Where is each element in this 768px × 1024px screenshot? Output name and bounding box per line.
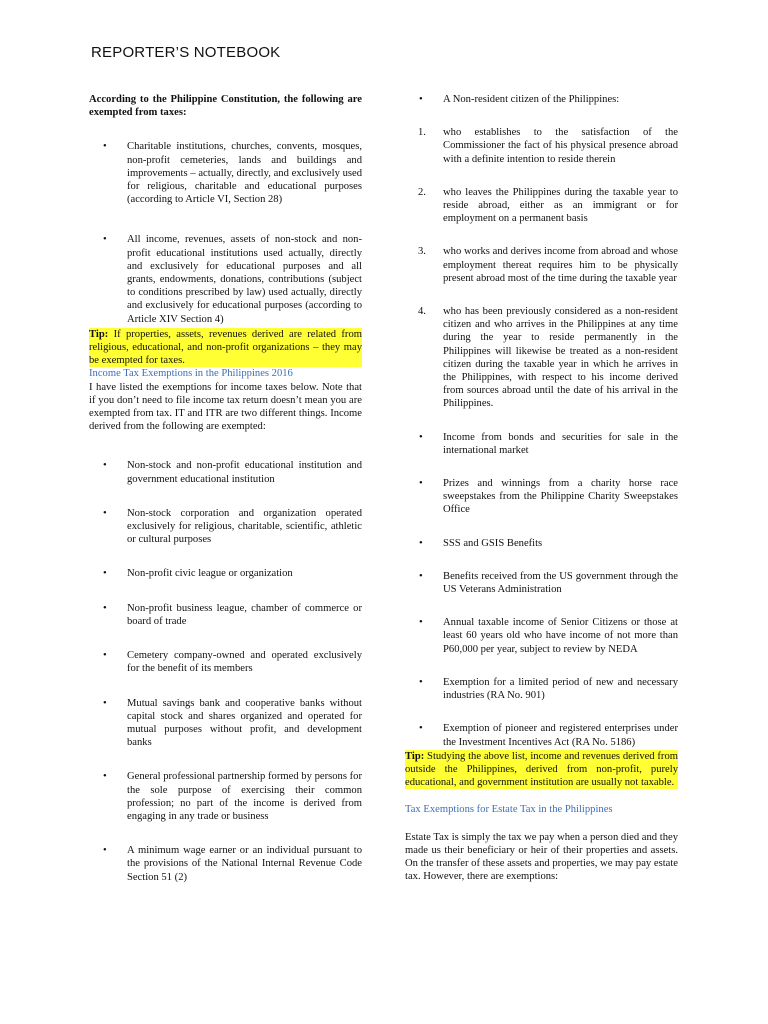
list-item-text: A minimum wage earner or an individual pursuant to the provisions of the National Internal Revenue Code Section 51 (2) <box>127 845 362 883</box>
list-item-text: Non-profit business league, chamber of commerce or board of trade <box>127 602 362 627</box>
tip-label: Tip: <box>405 750 425 762</box>
bullet-icon: • <box>103 460 107 472</box>
list-item <box>405 616 678 656</box>
list-item <box>405 537 678 550</box>
list-item <box>405 431 678 457</box>
tip-text: If properties, assets, revenues derived are related from religious, educational, and non-profit organizations – they may be exempted for taxes. <box>89 328 362 367</box>
bullet-icon: • <box>103 650 107 662</box>
numbered-item-text: who leaves the Philippines during the taxable year to reside abroad, either as an immigrant or for employment on a permanent basis <box>443 186 678 225</box>
section-intro: I have listed the exemptions for income taxes below. Note that if you don’t need to file income tax return doesn’t mean you are exempted from tax. IT and ITR are two different things. Income derived from the following are exempted: <box>89 381 362 433</box>
list-item-text: A Non-resident citizen of the Philippines: <box>443 94 620 105</box>
numbered-item <box>405 186 678 226</box>
tip-callout <box>405 750 678 790</box>
bullet-icon: • <box>419 676 423 688</box>
intro-heading: According to the Philippine Constitution, the following are exempted from taxes: <box>89 94 362 119</box>
numbered-item-text: who works and derives income from abroad and whose employment thereat requires him to be physically present abroad most of the time during the taxable year <box>443 246 678 284</box>
bullet-icon: • <box>103 602 107 614</box>
list-item <box>89 844 362 884</box>
list-item-text: Exemption of pioneer and registered enterprises under the Investment Incentives Act (RA No. 5186) <box>443 723 678 748</box>
bullet-icon: • <box>103 568 107 580</box>
list-item <box>405 676 678 702</box>
bullet-icon: • <box>103 234 107 246</box>
list-item <box>89 567 362 580</box>
bullet-icon: • <box>103 507 107 519</box>
list-item <box>89 602 362 628</box>
numbered-item <box>405 126 678 166</box>
list-item-text: Mutual savings bank and cooperative banks without capital stock and shares organized and operated for mutual purposes without profit, and development banks <box>127 697 362 749</box>
bullet-icon: • <box>419 94 423 105</box>
list-item <box>89 649 362 675</box>
list-item <box>89 770 362 823</box>
list-item-text: Cemetery company-owned and operated exclusively for the benefit of its members <box>127 650 362 675</box>
list-item <box>405 722 678 748</box>
list-item-text: Non-profit civic league or organization <box>127 568 293 580</box>
list-item <box>89 697 362 750</box>
bullet-icon: • <box>419 478 423 490</box>
section-title: Tax Exemptions for Estate Tax in the Philippines <box>405 804 613 816</box>
numbered-item-text: who establishes to the satisfaction of the Commissioner the fact of his physical presence abroad with a definite intention to reside therein <box>443 127 678 165</box>
estate-paragraph: Estate Tax is simply the tax we pay when a person died and they made us their beneficiary or heir of their properties and assets. On the transfer of these assets and properties, we may pay estate tax. However, there are exemptions: <box>405 831 678 883</box>
bullet-icon: • <box>103 845 107 857</box>
list-item <box>405 477 678 517</box>
right-column <box>405 93 678 883</box>
item-number: 1. <box>418 127 426 139</box>
bullet-icon: • <box>419 431 423 443</box>
list-item-text: General professional partnership formed by persons for the sole purpose of exercising their common profession; no part of the income is derived from engaging in any trade or business <box>127 771 362 822</box>
item-number: 2. <box>418 186 426 198</box>
list-item-text: All income, revenues, assets of non-stock and non-profit educational institutions used actually, directly and exclusively for educational purposes and all grants, endowments, donations, contributions (subject to conditions prescribed by law) used actually, directly and exclusively for educational purposes (according to Article XIV Section 4) <box>127 234 362 325</box>
page-header: REPORTER’S NOTEBOOK <box>91 44 281 61</box>
list-item-text: Benefits received from the US government through the US Veterans Administration <box>443 570 678 596</box>
list-item-text: Non-stock and non-profit educational institution and government educational institution <box>127 460 362 485</box>
section-title: Income Tax Exemptions in the Philippines 2016 <box>89 368 293 380</box>
list-item-text: Exemption for a limited period of new and necessary industries (RA No. 901) <box>443 676 678 702</box>
item-number: 3. <box>418 246 426 258</box>
list-item <box>89 507 362 547</box>
bullet-icon: • <box>419 723 423 735</box>
bullet-icon: • <box>419 537 423 549</box>
numbered-item-text: who has been previously considered as a non-resident citizen and who arrives in the Philippines at any time during the year to reside permanently in the Philippines will likewise be treated as a non-resident citizen during the taxable year in which he arrives in the Philippines, with respect to his income derived from sources abroad until the date of his arrival in the Philippines. <box>443 306 678 410</box>
list-item <box>89 459 362 485</box>
bullet-icon: • <box>103 771 107 783</box>
tip-callout <box>89 328 362 368</box>
bullet-icon: • <box>419 617 423 629</box>
bullet-icon: • <box>103 697 107 709</box>
list-item-text: Non-stock corporation and organization operated exclusively for religious, charitable, scientific, athletic or cultural purposes <box>127 507 362 546</box>
list-item-text: SSS and GSIS Benefits <box>443 537 543 549</box>
tip-label: Tip: <box>89 328 109 340</box>
list-item <box>405 570 678 596</box>
list-item <box>89 233 362 325</box>
left-column <box>89 93 362 884</box>
list-item <box>89 140 362 206</box>
numbered-item <box>405 245 678 285</box>
list-item-text: Charitable institutions, churches, convents, mosques, non-profit cemeteries, lands and buildings and improvements – actually, directly, and exclusively used for religious, charitable and educational purposes (according to Article VI, Section 28) <box>127 141 362 206</box>
tip-text: Studying the above list, income and revenues derived from outside the Philippines, derived from non-profit, purely educational, and government institution are usually not taxable. <box>405 750 678 789</box>
list-item-text: Annual taxable income of Senior Citizens or those at least 60 years old who have income of not more than P60,000 per year, subject to review by NEDA <box>443 617 678 655</box>
item-number: 4. <box>418 306 426 318</box>
list-item-text: Income from bonds and securities for sale in the international market <box>443 431 678 456</box>
list-item <box>405 93 678 106</box>
list-item-text: Prizes and winnings from a charity horse race sweepstakes from the Philippine Charity Sweepstakes Office <box>443 478 678 516</box>
bullet-icon: • <box>103 141 107 153</box>
numbered-item <box>405 305 678 411</box>
bullet-icon: • <box>419 570 423 582</box>
